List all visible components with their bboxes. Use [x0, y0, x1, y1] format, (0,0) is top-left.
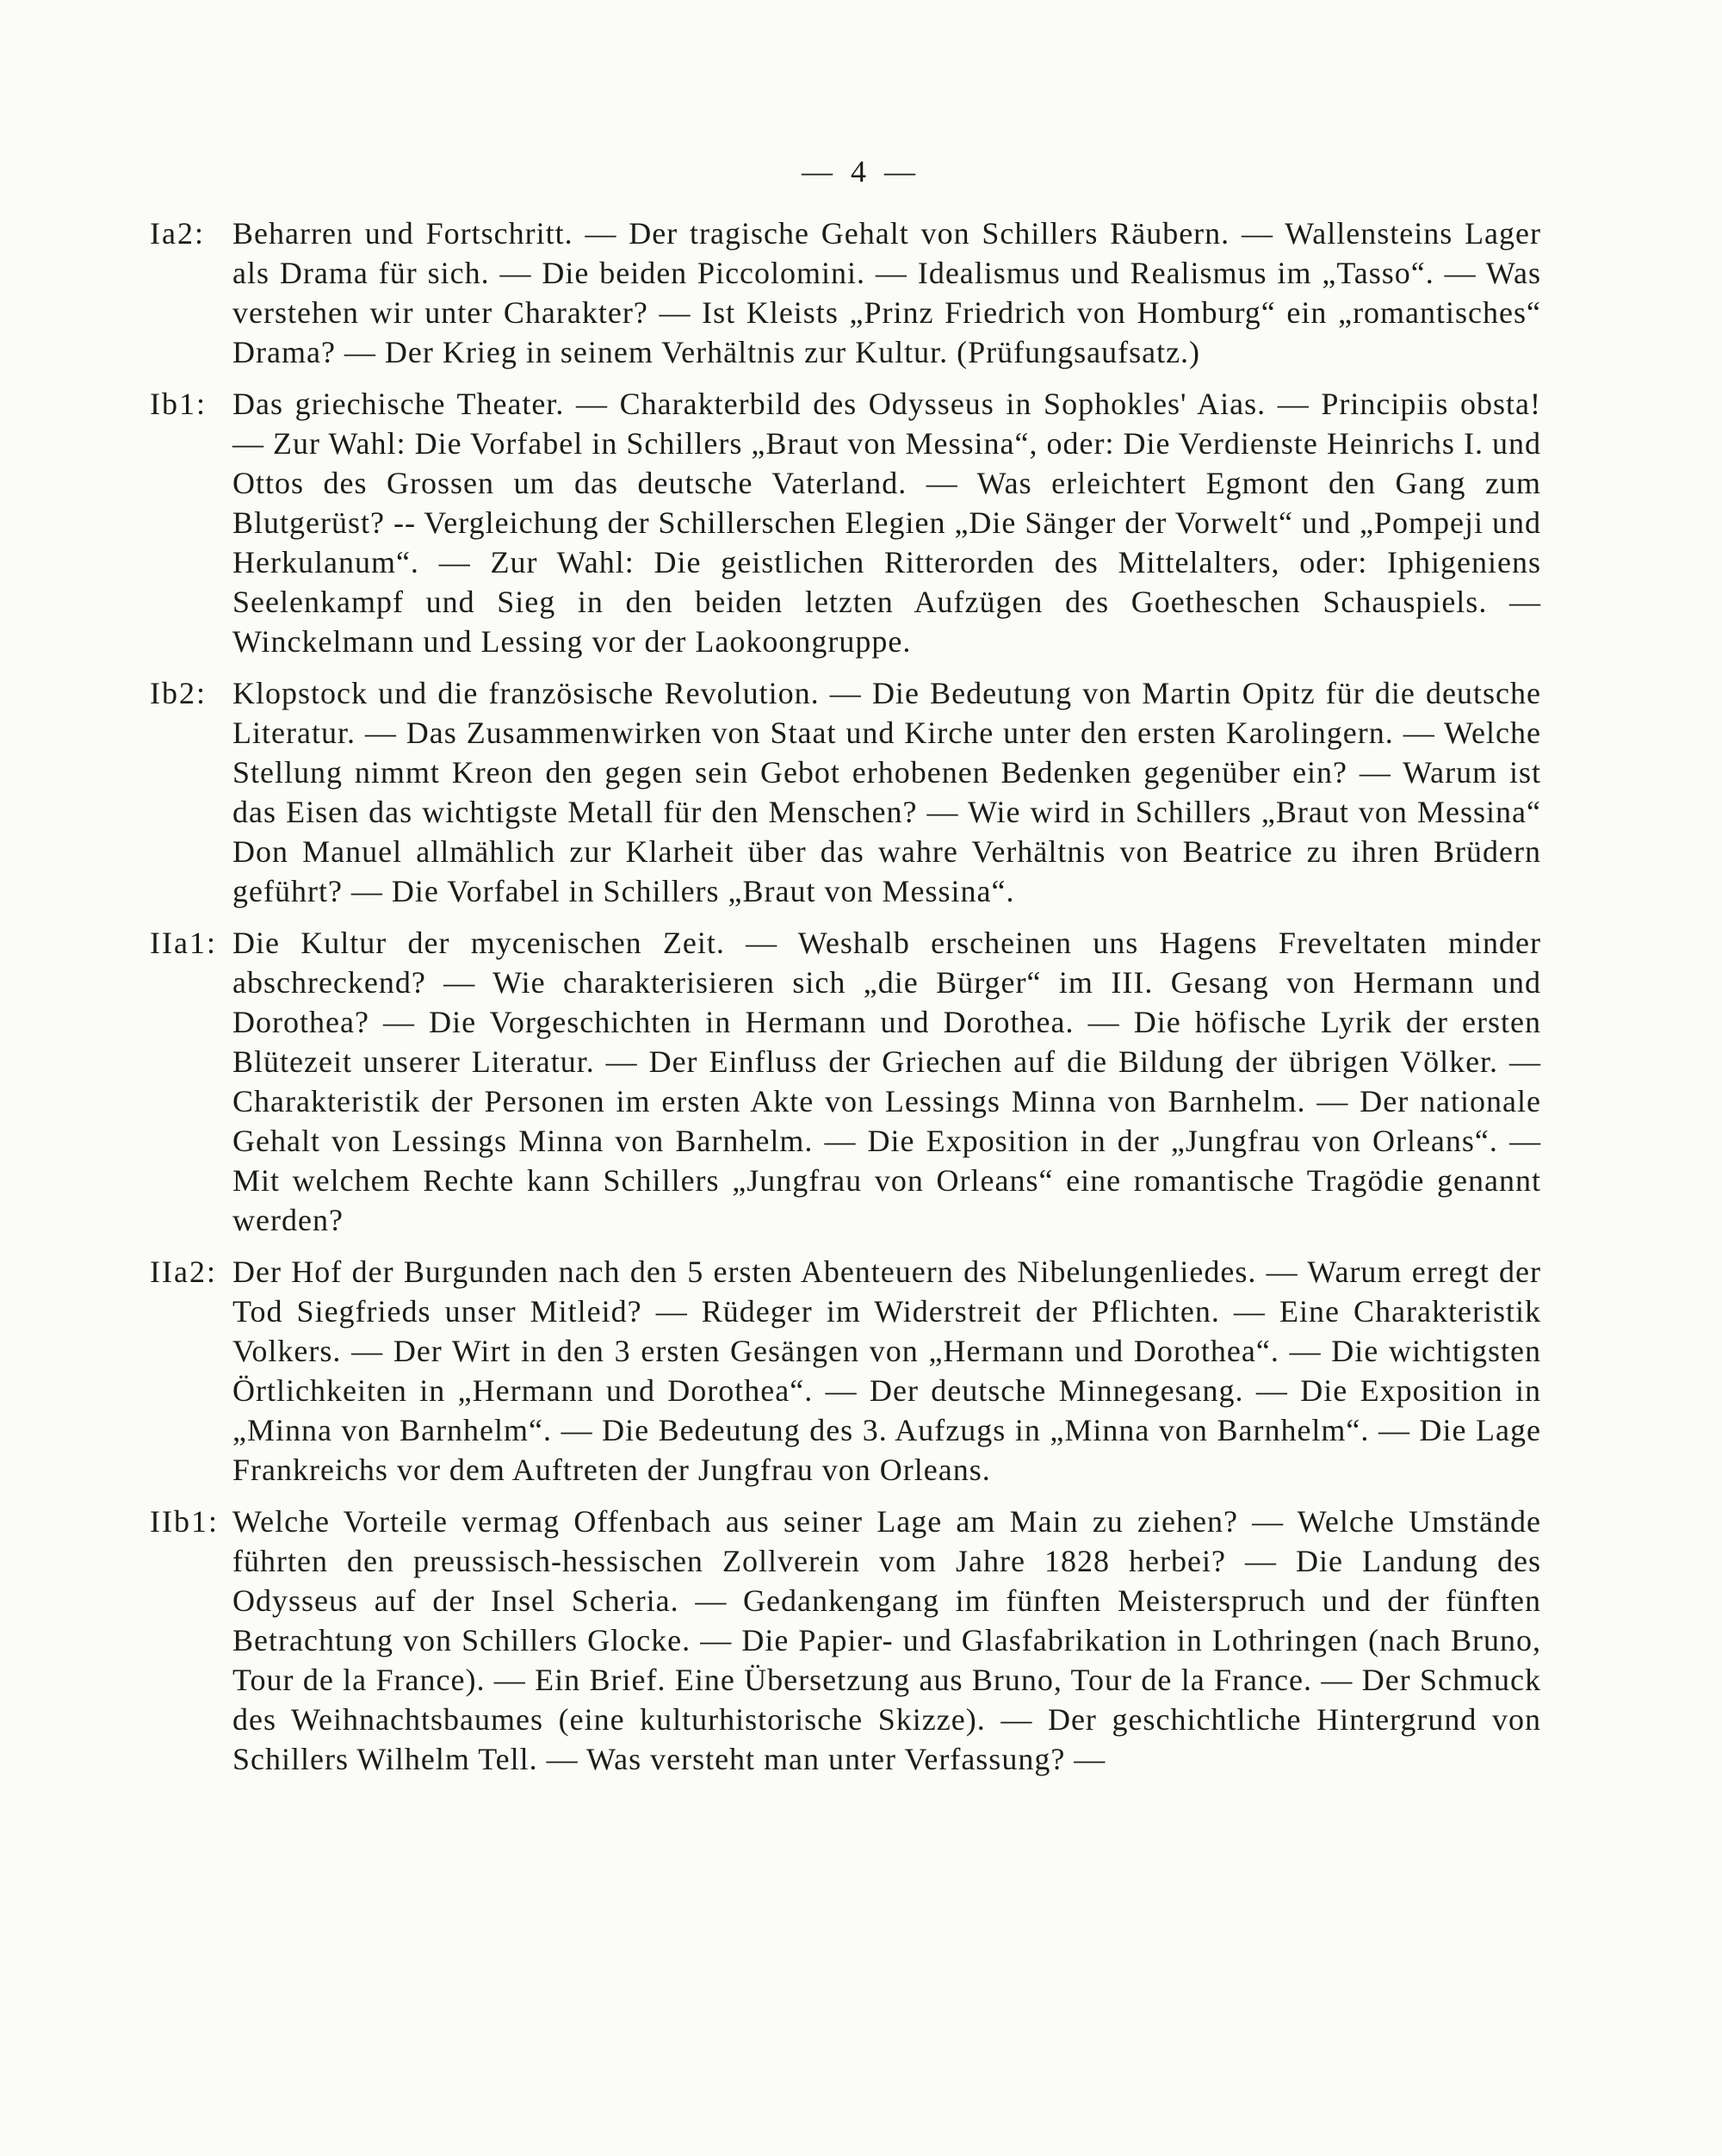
topics-text: Die Kultur der mycenischen Zeit. — Weshalb erscheinen uns Hagens Freveltaten minder abschreckend? — Wie charakterisieren sich „die Bürger“ im III. Gesang von Hermann und Dorothea? — Die Vorgeschichten in Hermann und Dorothea. — Die höfische Lyrik der ersten Blütezeit unserer Literatur. — Der Einfluss der Griechen auf die Bildung der übrigen Völker. — Charakteristik der Personen im ersten Akte von Lessings Minna von Barnhelm. — Der nationale Gehalt von Lessings Minna von Barnhelm. — Die Exposition in der „Jungfrau von Orleans“. — Mit welchem Rechte kann Schillers „Jungfrau von Orleans“ eine romantische Tragödie genannt werden?	[232, 926, 1541, 1237]
topics-text: Beharren und Fortschritt. — Der tragische Gehalt von Schillers Räubern. — Wallensteins Lager als Drama für sich. — Die beiden Piccolomini. — Idealismus und Realismus im „Tasso“. — Was verstehen wir unter Charakter? — Ist Kleists „Prinz Friedrich von Homburg“ ein „romantisches“ Drama? — Der Krieg in seinem Verhältnis zur Kultur. (Prüfungsaufsatz.)	[232, 216, 1541, 369]
topics-text: Welche Vorteile vermag Offenbach aus seiner Lage am Main zu ziehen? — Welche Umstände führten den preussisch-hessischen Zollverein vom Jahre 1828 herbei? — Die Landung des Odysseus auf der Insel Scheria. — Gedankengang im fünften Meisterspruch und der fünften Betrachtung von Schillers Glocke. — Die Papier- und Glasfabrikation in Lothringen (nach Bruno, Tour de la France). — Ein Brief. Eine Übersetzung aus Bruno, Tour de la France. — Der Schmuck des Weihnachtsbaumes (eine kulturhistorische Skizze). — Der geschichtliche Hintergrund von Schillers Wilhelm Tell. — Was versteht man unter Verfassung? —	[232, 1504, 1541, 1776]
class-label: IIa2:	[150, 1255, 217, 1289]
entry-ib2	[150, 673, 1541, 911]
class-label: Ib2:	[150, 676, 207, 710]
topics-text: Das griechische Theater. — Charakterbild des Odysseus in Sophokles' Aias. — Principiis obsta! — Zur Wahl: Die Vorfabel in Schillers „Braut von Messina“, oder: Die Verdienste Heinrichs I. und Ottos des Grossen um das deutsche Vaterland. — Was erleichtert Egmont den Gang zum Blutgerüst? -- Vergleichung der Schillerschen Elegien „Die Sänger der Vorwelt“ und „Pompeji und Herkulanum“. — Zur Wahl: Die geistlichen Ritterorden des Mittelalters, oder: Iphigeniens Seelenkampf und Sieg in den beiden letzten Aufzügen des Goetheschen Schauspiels. — Winckelmann und Lessing vor der Laokoongruppe.	[232, 387, 1541, 659]
page-number: — 4 —	[802, 154, 920, 189]
entry-iia1	[150, 923, 1541, 1240]
entry-iib1	[150, 1502, 1541, 1779]
entry-iia2	[150, 1252, 1541, 1490]
class-label: IIa1:	[150, 926, 217, 960]
essay-topic-list	[150, 214, 1541, 1791]
entry-ib1	[150, 384, 1541, 661]
class-label: Ia2:	[150, 216, 205, 251]
topics-text: Der Hof der Burgunden nach den 5 ersten Abenteuern des Nibelungenliedes. — Warum erregt der Tod Siegfrieds unser Mitleid? — Rüdeger im Widerstreit der Pflichten. — Eine Charakteristik Volkers. — Der Wirt in den 3 ersten Gesängen von „Hermann und Dorothea“. — Die wichtigsten Örtlichkeiten in „Hermann und Dorothea“. — Der deutsche Minnegesang. — Die Exposition in „Minna von Barnhelm“. — Die Bedeutung des 3. Aufzugs in „Minna von Barnhelm“. — Die Lage Frankreichs vor dem Auftreten der Jungfrau von Orleans.	[232, 1255, 1541, 1487]
class-label: IIb1:	[150, 1504, 219, 1539]
class-label: Ib1:	[150, 387, 207, 421]
topics-text: Klopstock und die französische Revolution. — Die Bedeutung von Martin Opitz für die deutsche Literatur. — Das Zusammenwirken von Staat und Kirche unter den ersten Karolingern. — Welche Stellung nimmt Kreon den gegen sein Gebot erhobenen Bedenken gegenüber ein? — Warum ist das Eisen das wichtigste Metall für den Menschen? — Wie wird in Schillers „Braut von Messina“ Don Manuel allmählich zur Klarheit über das wahre Verhältnis von Beatrice zu ihren Brüdern geführt? — Die Vorfabel in Schillers „Braut von Messina“.	[232, 676, 1541, 908]
entry-ia2	[150, 214, 1541, 372]
